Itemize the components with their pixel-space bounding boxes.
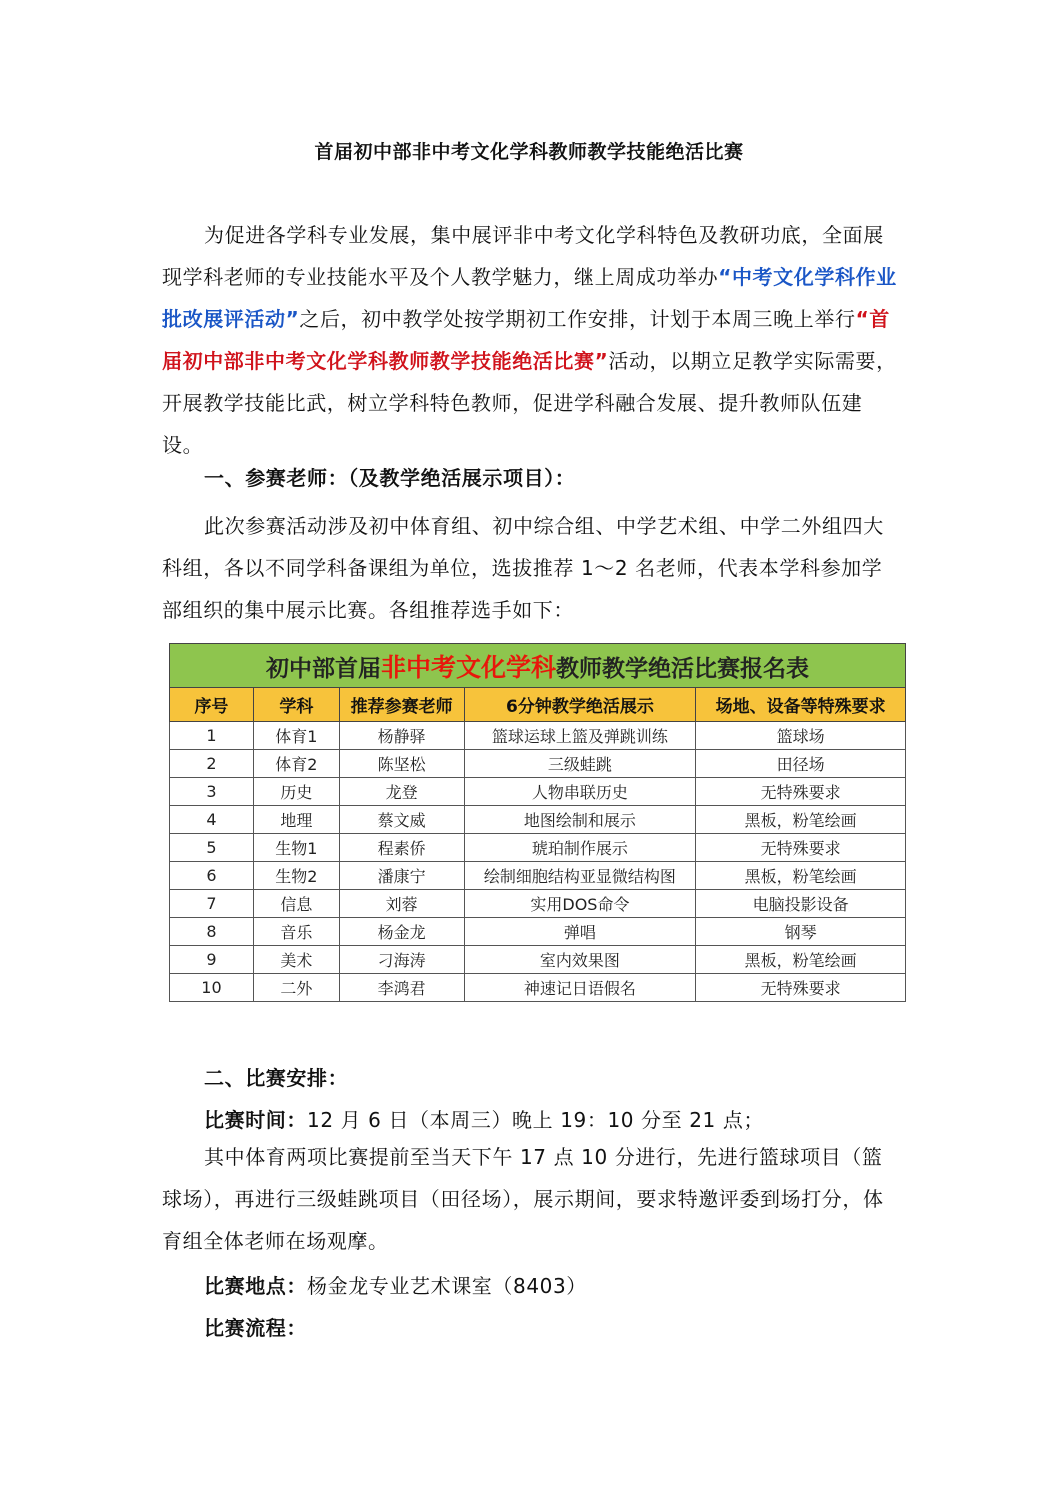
- cell-teacher: 刁海涛: [339, 946, 464, 974]
- table-row: [170, 890, 906, 918]
- cell-teacher: 蔡文威: [339, 806, 464, 834]
- cell-requirement: 黑板，粉笔绘画: [696, 806, 906, 834]
- cell-subject: 二外: [253, 974, 339, 1002]
- cell-subject: 信息: [253, 890, 339, 918]
- cell-teacher: 龙登: [339, 778, 464, 806]
- cell-subject: 体育1: [253, 722, 339, 750]
- cell-skill: 地图绘制和展示: [464, 806, 696, 834]
- contest-place-label: 比赛地点：: [204, 1274, 307, 1298]
- contest-time-label: 比赛时间：: [204, 1108, 307, 1132]
- table-row: [170, 946, 906, 974]
- table-caption: [170, 644, 906, 688]
- cell-teacher: 刘蓉: [339, 890, 464, 918]
- intro-paragraph: [162, 214, 897, 466]
- registration-table: [169, 643, 906, 1002]
- caption-text-highlight: 非中考文化学科: [380, 652, 556, 682]
- table-row: [170, 722, 906, 750]
- cell-no: 1: [170, 722, 254, 750]
- contest-place-line: [204, 1270, 587, 1299]
- cell-subject: 生物2: [253, 862, 339, 890]
- cell-requirement: 黑板，粉笔绘画: [696, 862, 906, 890]
- cell-skill: 人物串联历史: [464, 778, 696, 806]
- cell-requirement: 无特殊要求: [696, 778, 906, 806]
- header-subject: 学科: [253, 688, 339, 722]
- cell-teacher: 杨静驿: [339, 722, 464, 750]
- contest-flow-label: 比赛流程：: [204, 1316, 307, 1340]
- intro-text-1: 为促进各学科专业发展，集中展评非中考文化学科特色及教研功底，全面展现学科老师的专业技能水平及个人教学魅力，继上周成功举办: [162, 223, 884, 289]
- intro-quote-contest: “首届初中部非中考文化学科教师教学技能绝活比赛”: [162, 307, 890, 373]
- header-teacher: 推荐参赛老师: [339, 688, 464, 722]
- cell-no: 9: [170, 946, 254, 974]
- cell-subject: 历史: [253, 778, 339, 806]
- cell-requirement: 钢琴: [696, 918, 906, 946]
- cell-no: 3: [170, 778, 254, 806]
- cell-subject: 音乐: [253, 918, 339, 946]
- cell-teacher: 潘康宁: [339, 862, 464, 890]
- cell-no: 7: [170, 890, 254, 918]
- caption-text-pre: 初中部首届: [265, 655, 381, 682]
- intro-text-3: 活动，以期立足教学实际需要，开展教学技能比武，树立学科特色教师，促进学科融合发展、提升教师队伍建设。: [162, 349, 897, 457]
- cell-requirement: 无特殊要求: [696, 834, 906, 862]
- cell-teacher: 陈坚松: [339, 750, 464, 778]
- cell-no: 5: [170, 834, 254, 862]
- table-row: [170, 834, 906, 862]
- section1-paragraph: 此次参赛活动涉及初中体育组、初中综合组、中学艺术组、中学二外组四大科组，各以不同学科备课组为单位，选拔推荐 1～2 名老师，代表本学科参加学部组织的集中展示比赛。各组推荐选手如下：: [162, 514, 884, 622]
- contest-flow-line: [204, 1312, 307, 1341]
- table-row: [170, 862, 906, 890]
- header-no: 序号: [170, 688, 254, 722]
- header-requirement: 场地、设备等特殊要求: [696, 688, 906, 722]
- header-skill: 6分钟教学绝活展示: [464, 688, 696, 722]
- contest-place-value: 杨金龙专业艺术课室（8403）: [307, 1274, 587, 1298]
- cell-skill: 三级蛙跳: [464, 750, 696, 778]
- cell-requirement: 田径场: [696, 750, 906, 778]
- cell-skill: 琥珀制作展示: [464, 834, 696, 862]
- cell-skill: 弹唱: [464, 918, 696, 946]
- cell-teacher: 程素侨: [339, 834, 464, 862]
- cell-requirement: 黑板，粉笔绘画: [696, 946, 906, 974]
- section2-heading: 二、比赛安排：: [204, 1066, 349, 1090]
- table-caption-row: [170, 644, 906, 688]
- cell-no: 10: [170, 974, 254, 1002]
- cell-skill: 室内效果图: [464, 946, 696, 974]
- cell-no: 6: [170, 862, 254, 890]
- cell-no: 8: [170, 918, 254, 946]
- cell-requirement: 篮球场: [696, 722, 906, 750]
- table-row: [170, 750, 906, 778]
- cell-no: 2: [170, 750, 254, 778]
- cell-no: 4: [170, 806, 254, 834]
- cell-subject: 地理: [253, 806, 339, 834]
- cell-teacher: 李鸿君: [339, 974, 464, 1002]
- section1-heading: 一、参赛老师：（及教学绝活展示项目）：: [204, 466, 576, 490]
- document-title: 首届初中部非中考文化学科教师教学技能绝活比赛: [314, 141, 744, 163]
- cell-requirement: 无特殊要求: [696, 974, 906, 1002]
- intro-text-2: 之后，初中教学处按学期初工作安排，计划于本周三晚上举行: [299, 307, 856, 331]
- cell-subject: 生物1: [253, 834, 339, 862]
- cell-teacher: 杨金龙: [339, 918, 464, 946]
- cell-skill: 绘制细胞结构亚显微结构图: [464, 862, 696, 890]
- intro-quote-homework: “中考文化学科作业批改展评活动”: [162, 265, 897, 331]
- contest-time-line: [204, 1104, 764, 1133]
- table-row: [170, 778, 906, 806]
- cell-subject: 美术: [253, 946, 339, 974]
- pe-note-paragraph: 其中体育两项比赛提前至当天下午 17 点 10 分进行，先进行篮球项目（篮球场），再进行三级蛙跳项目（田径场），展示期间，要求特邀评委到场打分，体育组全体老师在场观摩。: [162, 1145, 884, 1253]
- cell-skill: 神速记日语假名: [464, 974, 696, 1002]
- table-header-row: [170, 688, 906, 722]
- table-row: [170, 918, 906, 946]
- cell-skill: 篮球运球上篮及弹跳训练: [464, 722, 696, 750]
- caption-text-post: 教师教学绝活比赛报名表: [556, 655, 809, 682]
- cell-subject: 体育2: [253, 750, 339, 778]
- cell-requirement: 电脑投影设备: [696, 890, 906, 918]
- cell-skill: 实用DOS命令: [464, 890, 696, 918]
- table-row: [170, 806, 906, 834]
- table-row: [170, 974, 906, 1002]
- contest-time-value: 12 月 6 日（本周三）晚上 19：10 分至 21 点；: [307, 1108, 765, 1132]
